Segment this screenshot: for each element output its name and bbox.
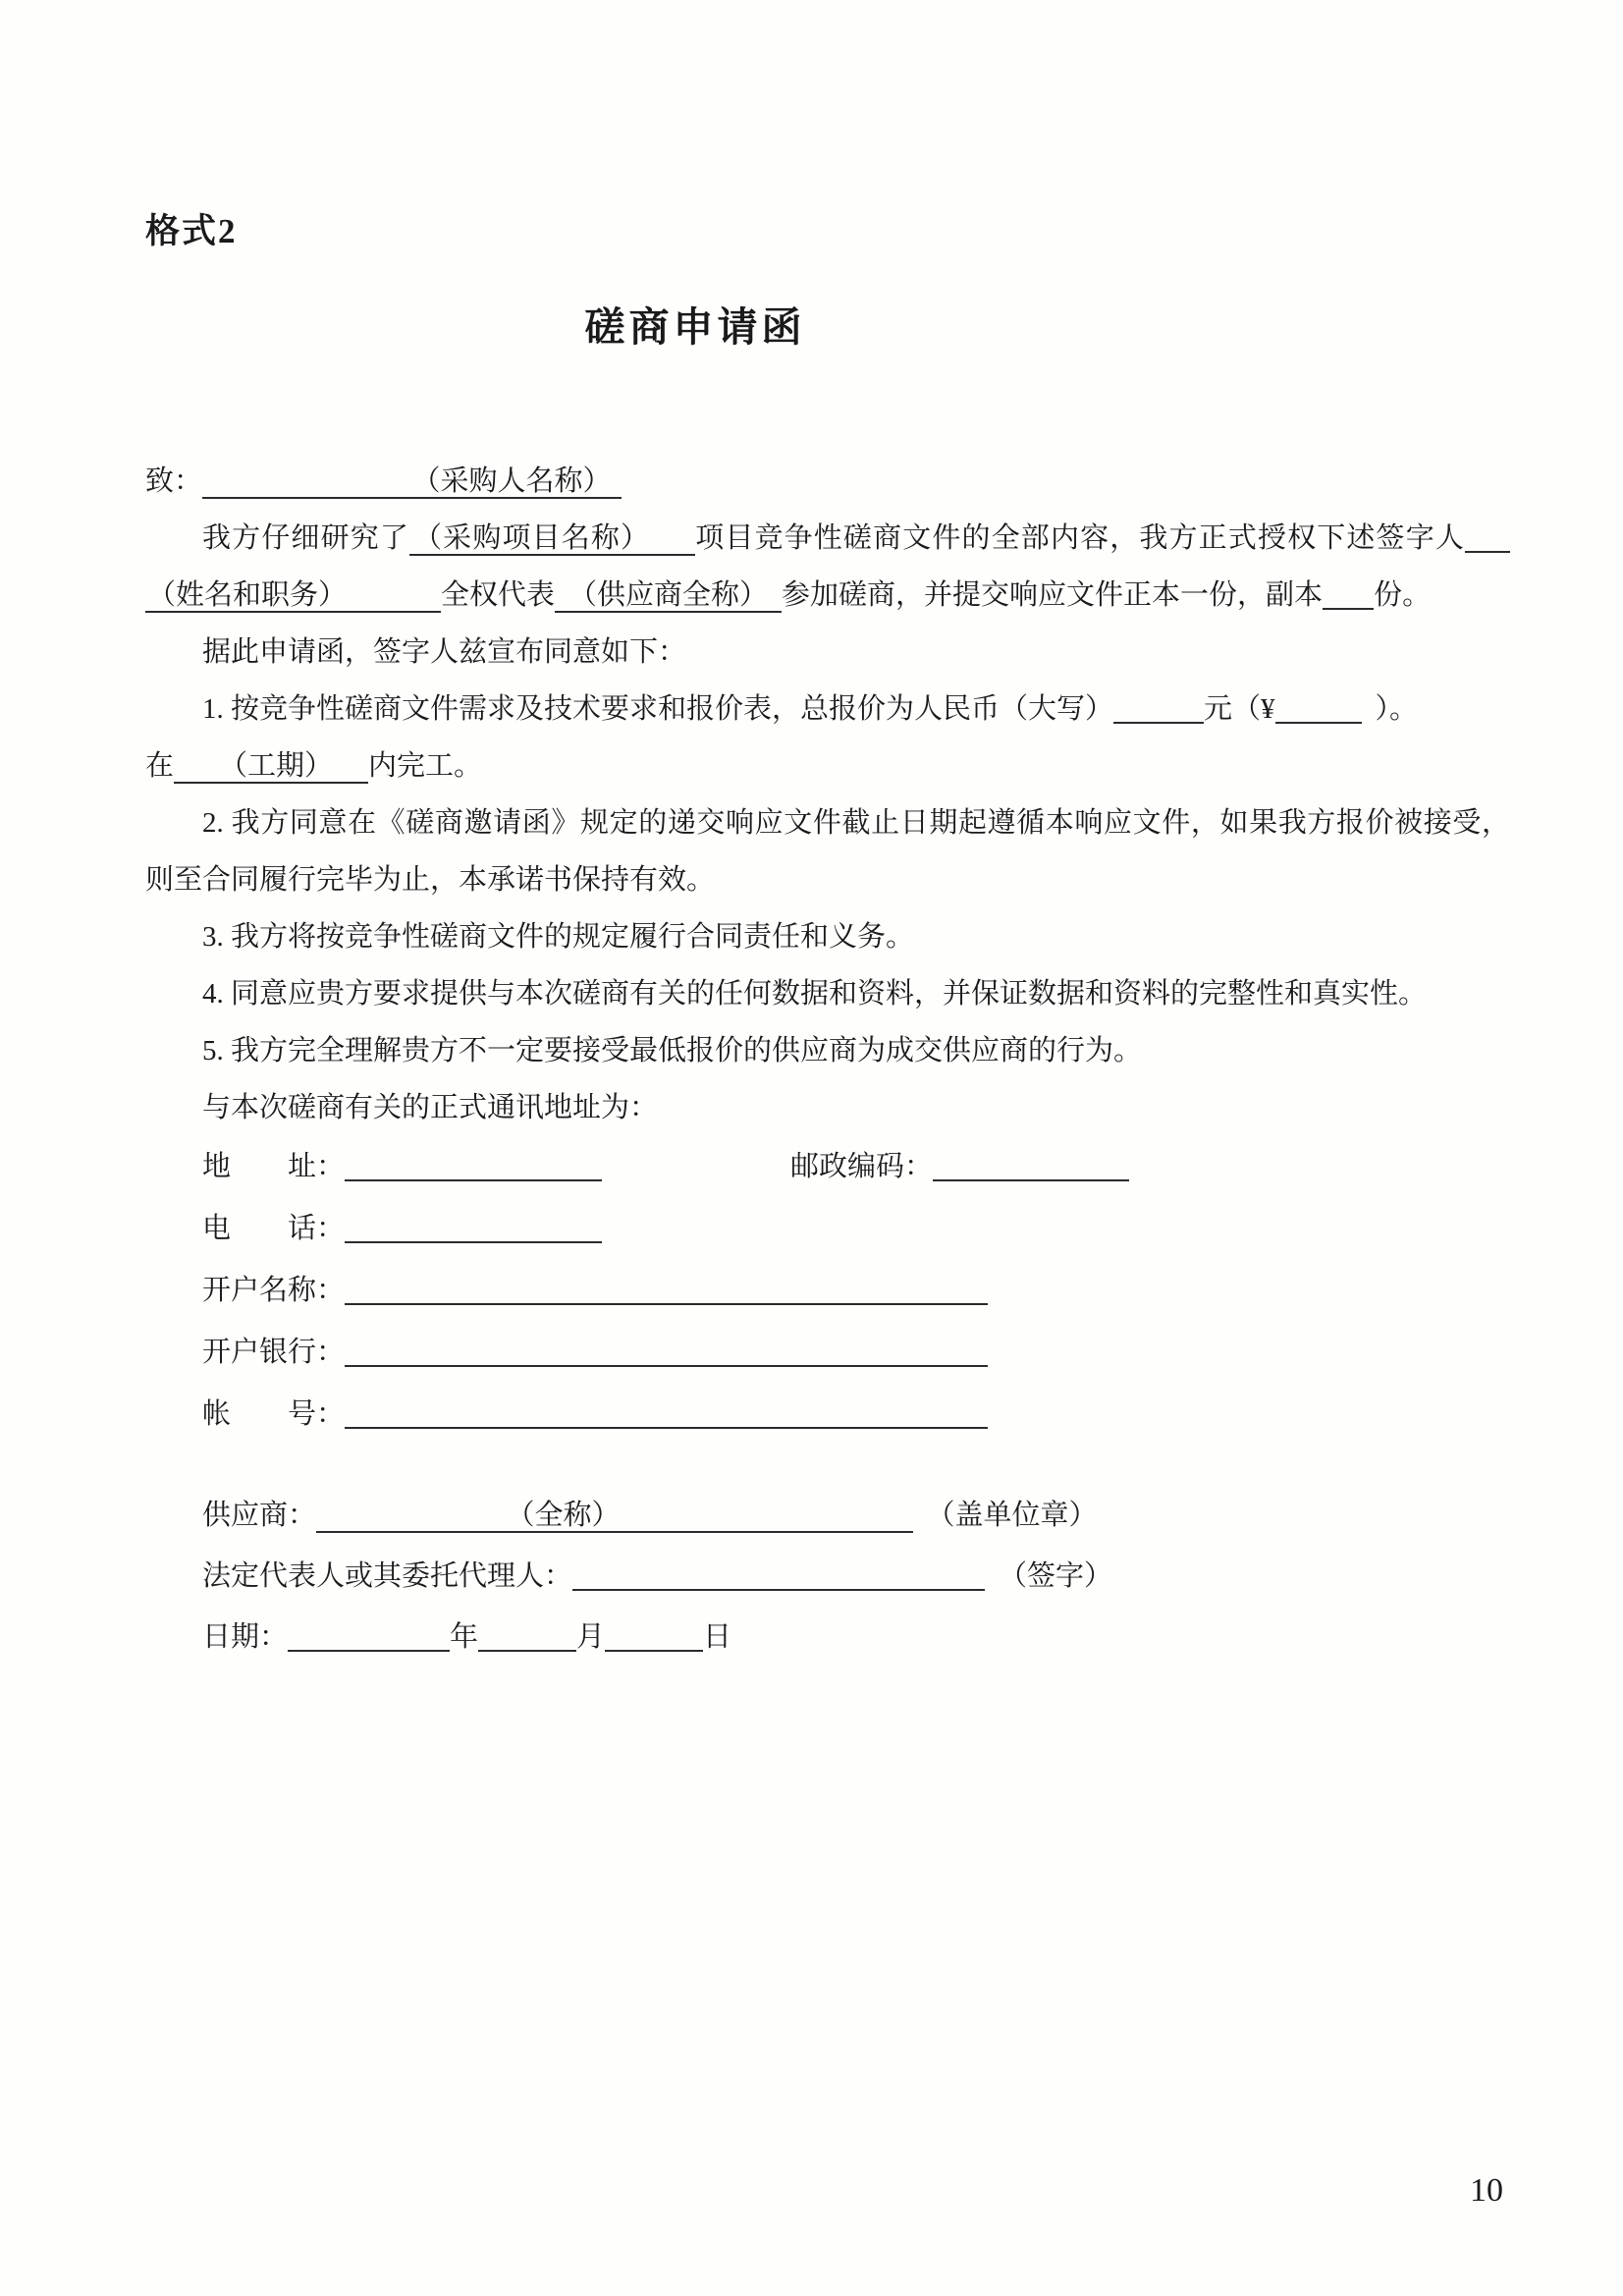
bank-blank — [345, 1337, 988, 1367]
address-label: 地 址： — [202, 1151, 346, 1182]
postcode-blank — [933, 1151, 1129, 1181]
list-item-4: 4. 同意应贵方要求提供与本次磋商有关的任何数据和资料，并保证数据和资料的完整性和真实性。 — [202, 978, 1428, 1010]
supplier-fullname-blank — [316, 1500, 913, 1533]
signature-block — [145, 1485, 1510, 1667]
duration-blank — [174, 750, 368, 784]
phone-row — [145, 1198, 1510, 1260]
item1-seg1: 1. 按竞争性磋商文件需求及技术要求和报价表，总报价为人民币（大写） — [202, 693, 1114, 725]
list-item-5: 5. 我方完全理解贵方不一定要接受最低报价的供应商为成交供应商的行为。 — [202, 1035, 1143, 1066]
intro-seg1: 我方仔细研究了 — [202, 522, 410, 554]
account-name-blank — [345, 1275, 988, 1305]
supplier-name-blank — [555, 579, 782, 613]
duration-label: （工期） — [219, 750, 334, 782]
supplier-name-label: （供应商全称） — [568, 579, 769, 611]
format-label: 格式2 — [145, 212, 238, 250]
day-label: 日 — [703, 1621, 732, 1653]
copies-blank — [1323, 579, 1374, 610]
contact-lead: 与本次磋商有关的正式通讯地址为： — [202, 1092, 659, 1123]
bank-row — [145, 1322, 1510, 1384]
purchaser-name-blank — [202, 465, 622, 499]
account-number-row — [145, 1384, 1510, 1446]
salutation-prefix: 致： — [145, 465, 203, 497]
signer-blank — [1465, 522, 1510, 553]
sign-note: （签字） — [999, 1560, 1113, 1592]
phone-label: 电 话： — [202, 1213, 346, 1244]
date-label: 日期： — [202, 1621, 289, 1653]
item1-seg3: ）。 — [1375, 693, 1419, 725]
intro-seg5: 份。 — [1374, 579, 1432, 611]
representative-row — [145, 1546, 1510, 1607]
date-year-blank — [288, 1621, 450, 1652]
item1-seg2: 元（¥ — [1204, 693, 1275, 725]
total-price-figures-blank — [1275, 693, 1362, 724]
name-title-label: （姓名和职务） — [147, 579, 348, 611]
total-price-words-blank — [1113, 693, 1204, 724]
project-name-blank — [409, 522, 695, 556]
bank-label: 开户银行： — [202, 1337, 346, 1368]
date-month-blank — [478, 1621, 576, 1652]
representative-signature-blank — [572, 1560, 985, 1591]
account-number-blank — [345, 1398, 988, 1429]
project-name-label: （采购项目名称） — [413, 522, 651, 554]
list-item-2: 2. 我方同意在《磋商邀请函》规定的递交响应文件截止日期起遵循本响应文件，如果我方报价被接受，则至合同履行完毕为止，本承诺书保持有效。 — [145, 807, 1510, 896]
name-title-blank — [145, 579, 441, 613]
list-item-3: 3. 我方将按竞争性磋商文件的规定履行合同责任和义务。 — [202, 921, 915, 953]
intro-seg2: 项目竞争性磋商文件的全部内容，我方正式授权下述签字人 — [695, 522, 1465, 554]
date-day-blank — [605, 1621, 703, 1652]
supplier-label: 供应商： — [202, 1500, 317, 1531]
intro-seg3: 全权代表 — [441, 579, 556, 611]
intro-seg4: 参加磋商，并提交响应文件正本一份，副本 — [782, 579, 1324, 611]
item1-cont-seg1: 在 — [145, 750, 175, 782]
list-item-1-continued — [145, 738, 1510, 794]
account-name-row — [145, 1260, 1510, 1322]
address-row — [145, 1136, 1510, 1198]
declaration-lead: 据此申请函，签字人兹宣布同意如下： — [202, 636, 687, 668]
page-number: 10 — [1470, 2172, 1503, 2209]
postcode-label: 邮政编码： — [790, 1151, 934, 1182]
page-title: 磋商申请函 — [584, 304, 806, 350]
date-row — [145, 1607, 1510, 1667]
account-number-label: 帐 号： — [202, 1398, 346, 1430]
item1-cont-seg2: 内完工。 — [368, 750, 483, 782]
seal-note: （盖单位章） — [926, 1500, 1098, 1531]
list-item-1 — [145, 681, 1510, 738]
purchaser-name-label: （采购人名称） — [426, 465, 612, 497]
supplier-signature-row — [145, 1485, 1510, 1546]
account-name-label: 开户名称： — [202, 1275, 346, 1306]
supplier-fullname-label: （全称） — [520, 1500, 621, 1531]
intro-paragraph — [145, 510, 1510, 624]
representative-label: 法定代表人或其委托代理人： — [202, 1560, 573, 1592]
document-content — [145, 0, 1510, 1667]
phone-blank — [345, 1213, 602, 1243]
year-label: 年 — [450, 1621, 479, 1653]
address-blank — [345, 1151, 602, 1181]
salutation-line — [145, 453, 1510, 510]
month-label: 月 — [576, 1621, 606, 1653]
